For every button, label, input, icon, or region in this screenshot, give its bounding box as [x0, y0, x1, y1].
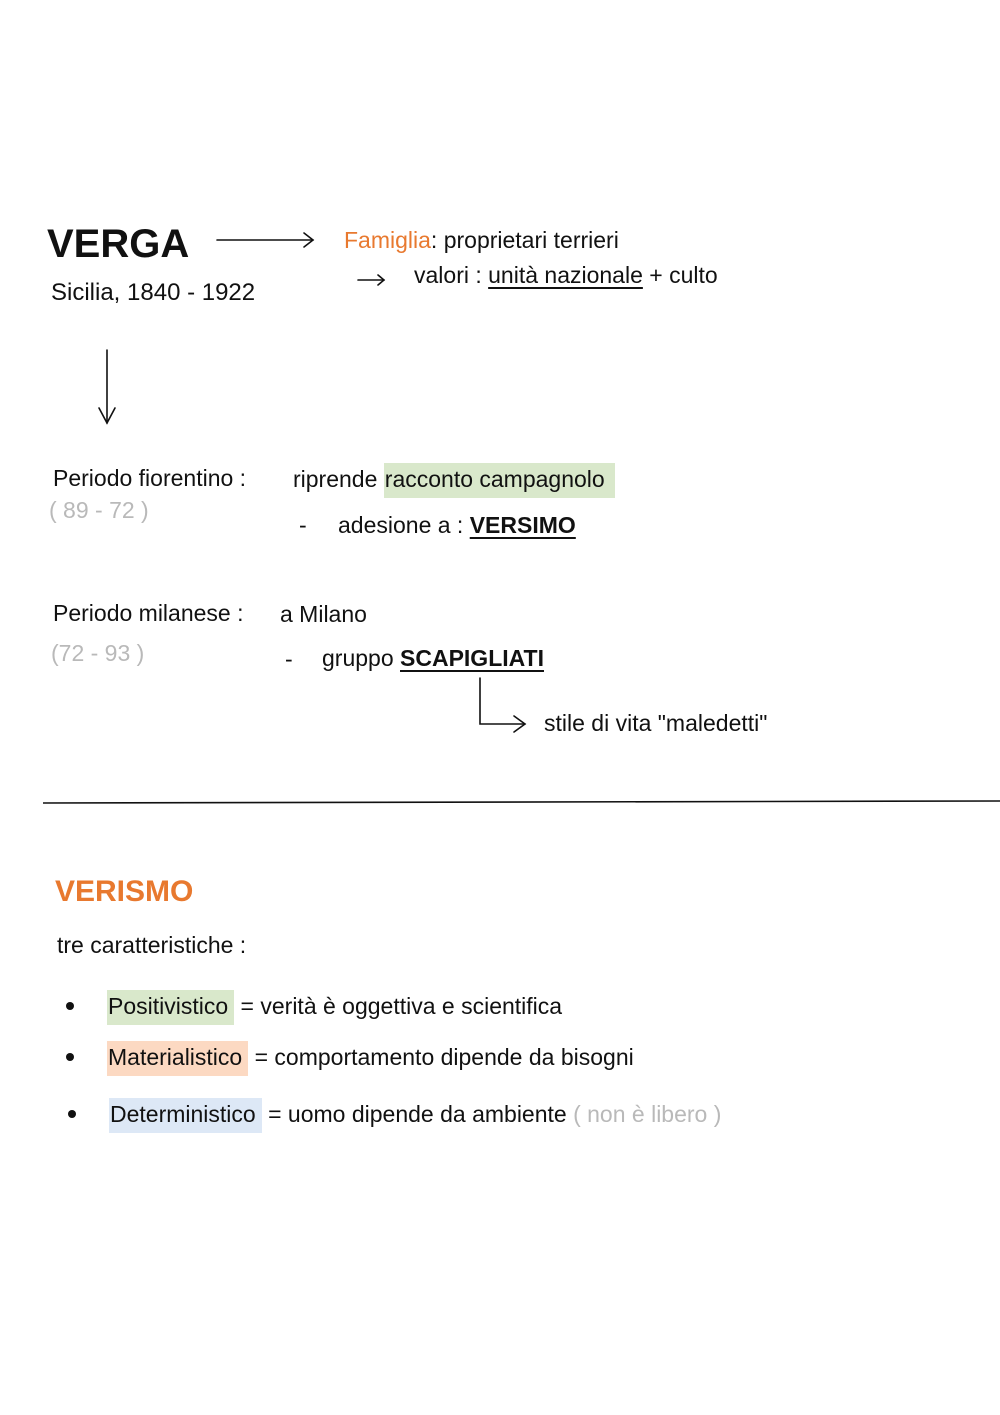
- bullet-icon: [68, 1110, 76, 1118]
- scapigliati-term: SCAPIGLIATI: [400, 645, 544, 671]
- milanese-dash: -: [285, 646, 293, 672]
- arrow-down-icon: [99, 350, 115, 423]
- arrow-right-icon: [217, 233, 313, 247]
- famiglia-text: : proprietari terrieri: [430, 227, 619, 253]
- milanese-years: (72 - 93 ): [51, 640, 145, 666]
- gruppo-label: gruppo: [322, 645, 401, 671]
- section-divider: [43, 801, 1000, 803]
- gruppo-line: [322, 647, 544, 670]
- racconto-highlight: racconto campagnolo: [384, 463, 615, 498]
- list-item-deterministico: [109, 1103, 721, 1126]
- fiorentino-prefix: riprende: [293, 466, 384, 492]
- bullet-icon: [66, 1053, 74, 1061]
- deterministico-def: = uomo dipende da ambiente: [261, 1101, 567, 1127]
- list-item-positivistico: [107, 995, 562, 1018]
- page-title: VERGA: [47, 222, 190, 266]
- materialistico-def: = comportamento dipende da bisogni: [248, 1044, 634, 1070]
- deterministico-term: Deterministico: [109, 1098, 262, 1133]
- fiorentino-dash: -: [299, 512, 307, 538]
- milanese-main: a Milano: [280, 601, 367, 627]
- deterministico-note: ( non è libero ): [566, 1101, 722, 1127]
- milanese-label: Periodo milanese :: [53, 600, 244, 626]
- list-item-materialistico: [107, 1046, 634, 1069]
- elbow-arrow-icon: [480, 678, 525, 732]
- valori-suffix: + culto: [642, 262, 718, 288]
- materialistico-term: Materialistico: [107, 1041, 248, 1076]
- adesione-label: adesione a :: [338, 512, 470, 538]
- positivistico-def: = verità è oggettiva e scientifica: [234, 993, 563, 1019]
- fiorentino-label: Periodo fiorentino :: [53, 465, 247, 491]
- stile-text: stile di vita "maledetti": [544, 710, 768, 736]
- subtitle-dates: Sicilia, 1840 - 1922: [51, 279, 256, 306]
- valori-prefix: valori :: [414, 262, 489, 288]
- verismo-intro: tre caratteristiche :: [57, 932, 247, 958]
- famiglia-line: [344, 229, 619, 252]
- fiorentino-main: [293, 468, 615, 491]
- verismo-title: VERISMO: [55, 875, 194, 908]
- famiglia-label: Famiglia: [344, 227, 431, 253]
- valori-line: [414, 264, 718, 287]
- fiorentino-years: ( 89 - 72 ): [49, 497, 149, 523]
- adesione-line: [338, 514, 576, 537]
- small-arrow-right-icon: [358, 275, 384, 285]
- valori-underlined: unità nazionale: [488, 262, 643, 288]
- positivistico-term: Positivistico: [107, 990, 234, 1025]
- versimo-term: VERSIMO: [469, 512, 576, 538]
- bullet-icon: [66, 1002, 74, 1010]
